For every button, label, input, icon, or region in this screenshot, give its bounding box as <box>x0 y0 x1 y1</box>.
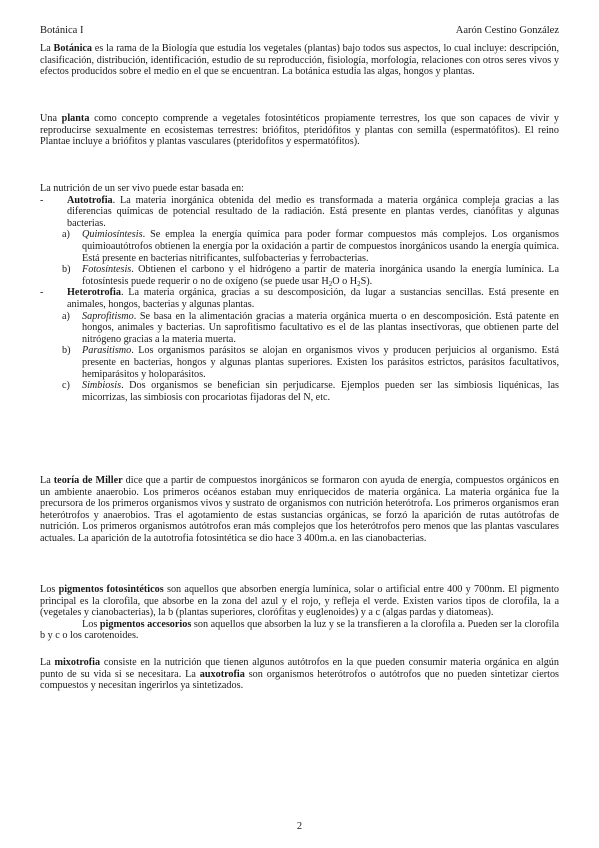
term-botanica: Botánica <box>53 43 93 54</box>
term-pigmentos-fotosinteticos: pigmentos fotosintéticos <box>58 584 164 595</box>
text-run: . Los organismos parásitos se alojan en organismos vivos y producen perjuicios al organismo. Está presente en bacterias, hongos y algunas plantas superiores. Existen los parásitos estrictos, parásitos facultativos, hemiparásitos y holoparásitos. <box>82 345 559 380</box>
text-run: La <box>40 43 54 54</box>
term-miller: teoría de Miller <box>53 475 123 486</box>
subscript: 2 <box>357 279 361 288</box>
nutrition-lead: La nutrición de un ser vivo puede estar basada en: <box>40 183 244 194</box>
term-quimiosintesis: Quimiosíntesis <box>82 229 143 241</box>
term-autotrofia: Autotrofia <box>67 194 113 206</box>
term-mixotrofia: mixotrofia <box>54 657 101 668</box>
term-auxotrofia: auxotrofia <box>199 668 245 680</box>
pigments-paragraph <box>40 584 559 619</box>
simbiosis-item <box>40 380 559 403</box>
text-run: consiste en la nutrición que tienen algunos autótrofos en la que pueden consumir materia orgánica en algún punto de su vida si se necesitara. La <box>40 657 559 680</box>
text-run: Los <box>40 584 59 595</box>
text-run: . Dos organismos se benefician sin perjudicarse. Ejemplos pueden ser las simbiosis liquénicas, las micorrizas, las simbiosis con procariotas fijadoras del N, etc. <box>82 380 559 403</box>
list-marker: b) <box>62 345 71 357</box>
pigments-section <box>40 584 559 642</box>
accessory-pigments-paragraph <box>40 619 559 642</box>
text-run: Una <box>40 113 62 124</box>
term-fotosintesis: Fotosíntesis <box>82 264 132 276</box>
list-marker: c) <box>62 380 70 392</box>
quimiosintesis-item <box>40 229 559 264</box>
text-run: . Se basa en la alimentación gracias a materia orgánica muerta o en descomposición. Está patente en hongos, animales y bacterias. Un saprofitismo facultativo es el de las plantas insectívoras, que obtienen parte del nitrógeno gracias a la materia muerta. <box>82 310 559 345</box>
dash-marker: - <box>40 194 44 206</box>
text-run: como concepto comprende a vegetales fotosintéticos propiamente terrestres, los que son capaces de vivir y reproducirse sexualmente en ecosistemas terrestres: briófitos, pteridófitos y plantas con semilla (espermatófitos). El reino Plantae incluye a briófitos y plantas vasculares (pteridofitos y espermatófitos). <box>40 113 559 148</box>
list-marker: a) <box>62 310 70 322</box>
text-run: La <box>40 657 55 668</box>
term-pigmentos-accesorios: pigmentos accesorios <box>99 618 192 630</box>
heterotrofia-item <box>40 287 559 310</box>
miller-paragraph <box>40 475 559 545</box>
text-run: son aquellos que absorben la luz y se la transfieren a la clorofila a. Pueden ser la clorofila b y c o los carotenoides. <box>40 618 559 642</box>
mixotrofia-section <box>40 657 559 692</box>
header-course: Botánica I <box>40 25 84 36</box>
planta-paragraph <box>40 113 559 148</box>
term-parasitismo: Parasitismo <box>82 345 132 357</box>
text-run: . Obtienen el carbono y el hidrógeno a partir de materia inorgánica usando la energía lumínica. La fotosíntesis puede requerir o no de oxígeno (se puede usar H <box>82 264 559 287</box>
miller-section <box>40 475 559 545</box>
page-number: 2 <box>296 821 303 832</box>
term-planta: planta <box>61 113 90 124</box>
text-run: . La materia inorgánica obtenida del medio es transformada a materia orgánica compleja gracias a las diferencias químicas de potencial resultado de la radiación. Está presente en plantas verdes, cianófitas y algunas bacterias. <box>67 194 559 229</box>
subscript: 2 <box>328 279 333 288</box>
saprofitismo-item <box>40 311 559 346</box>
header-author: Aarón Cestino González <box>455 25 559 36</box>
botanica-paragraph <box>40 43 559 78</box>
text-run: son organismos heterótrofos o autótrofos que no pueden sintetizar ciertos compuestos y necesitan ingerirlos ya sintetizados. <box>40 668 559 692</box>
list-marker: b) <box>62 264 71 276</box>
text-run: O o H <box>332 275 358 287</box>
term-saprofitismo: Saprofitismo <box>82 310 134 322</box>
intro-section <box>40 43 559 78</box>
text-run: es la rama de la Biología que estudia los vegetales (plantas) bajo todos sus aspectos, lo cual incluye: descripción, clasificación, distribución, identificación, estudio de su reproducción, fisiología, morfología, relaciones con otros seres vivos y efectos producidos sobre el medio en el que se encuentran. La botánica estudia las algas, hongos y plantas. <box>40 43 559 78</box>
dash-marker: - <box>40 287 44 299</box>
text-run: Los <box>82 618 100 630</box>
page-header <box>40 24 559 38</box>
mixotrofia-paragraph <box>40 657 559 692</box>
text-run: dice que a partir de compuestos inorgánicos se formaron con ayuda de energía, compuestos orgánicos en un ambiente anaerobio. Los primeros océanos estaban muy enriquecidos de materia orgánica. La materia orgánica fue la precursora de los primeros organismos vivos y sustrato de organismos con nutrición heterótrofa. Los primeros organismos eran heterótrofos y anaerobios. Tras el agotamiento de estas sustancias orgánicas, se forzó la aparición de rutas autótrofas de nutrición. Los primeros organismos autótrofos eran más complejos que los heterótrofos pero menos que las plantas vasculares actuales. La aparición de la autotrofia fotosintética se dio hace 3 400m.a. en las cianobacterias. <box>40 475 559 544</box>
text-run: La <box>40 475 54 486</box>
text-run: S). <box>360 275 373 287</box>
fotosintesis-item <box>40 264 559 287</box>
term-simbiosis: Simbiosis <box>82 380 122 392</box>
text-run: . La materia orgánica, gracias a su descomposición, da lugar a sustancias sencillas. Está presente en animales, hongos, bacterias y algunas plantas. <box>67 287 559 310</box>
autotrofia-item <box>40 195 559 230</box>
parasitismo-item <box>40 345 559 380</box>
text-run: . Se emplea la energía química para poder formar compuestos más complejos. Los organismos quimioautótrofos obtienen la energía por la oxidación a partir de compuestos inorgánicos usando la energía química. Está presente en bacterias nitrificantes, sulfobacterias y ferrobacterias. <box>82 229 559 264</box>
list-marker: a) <box>62 229 70 241</box>
text-run: son aquellos que absorben energía lumínica, solar o artificial entre 400 y 700nm. El pigmento principal es la clorofila, que absorbe en la zona del azul y el rojo, y refleja el verde. Existen varios tipos de clorofila, la a (vegetales y cianobacterias), la b (plantas superiores, clorófitas y euglenoides) y a c (algas pardas y diatomeas). <box>40 584 559 619</box>
planta-section <box>40 113 559 148</box>
nutrition-section <box>40 183 559 403</box>
term-heterotrofia: Heterotrofia <box>67 287 121 299</box>
